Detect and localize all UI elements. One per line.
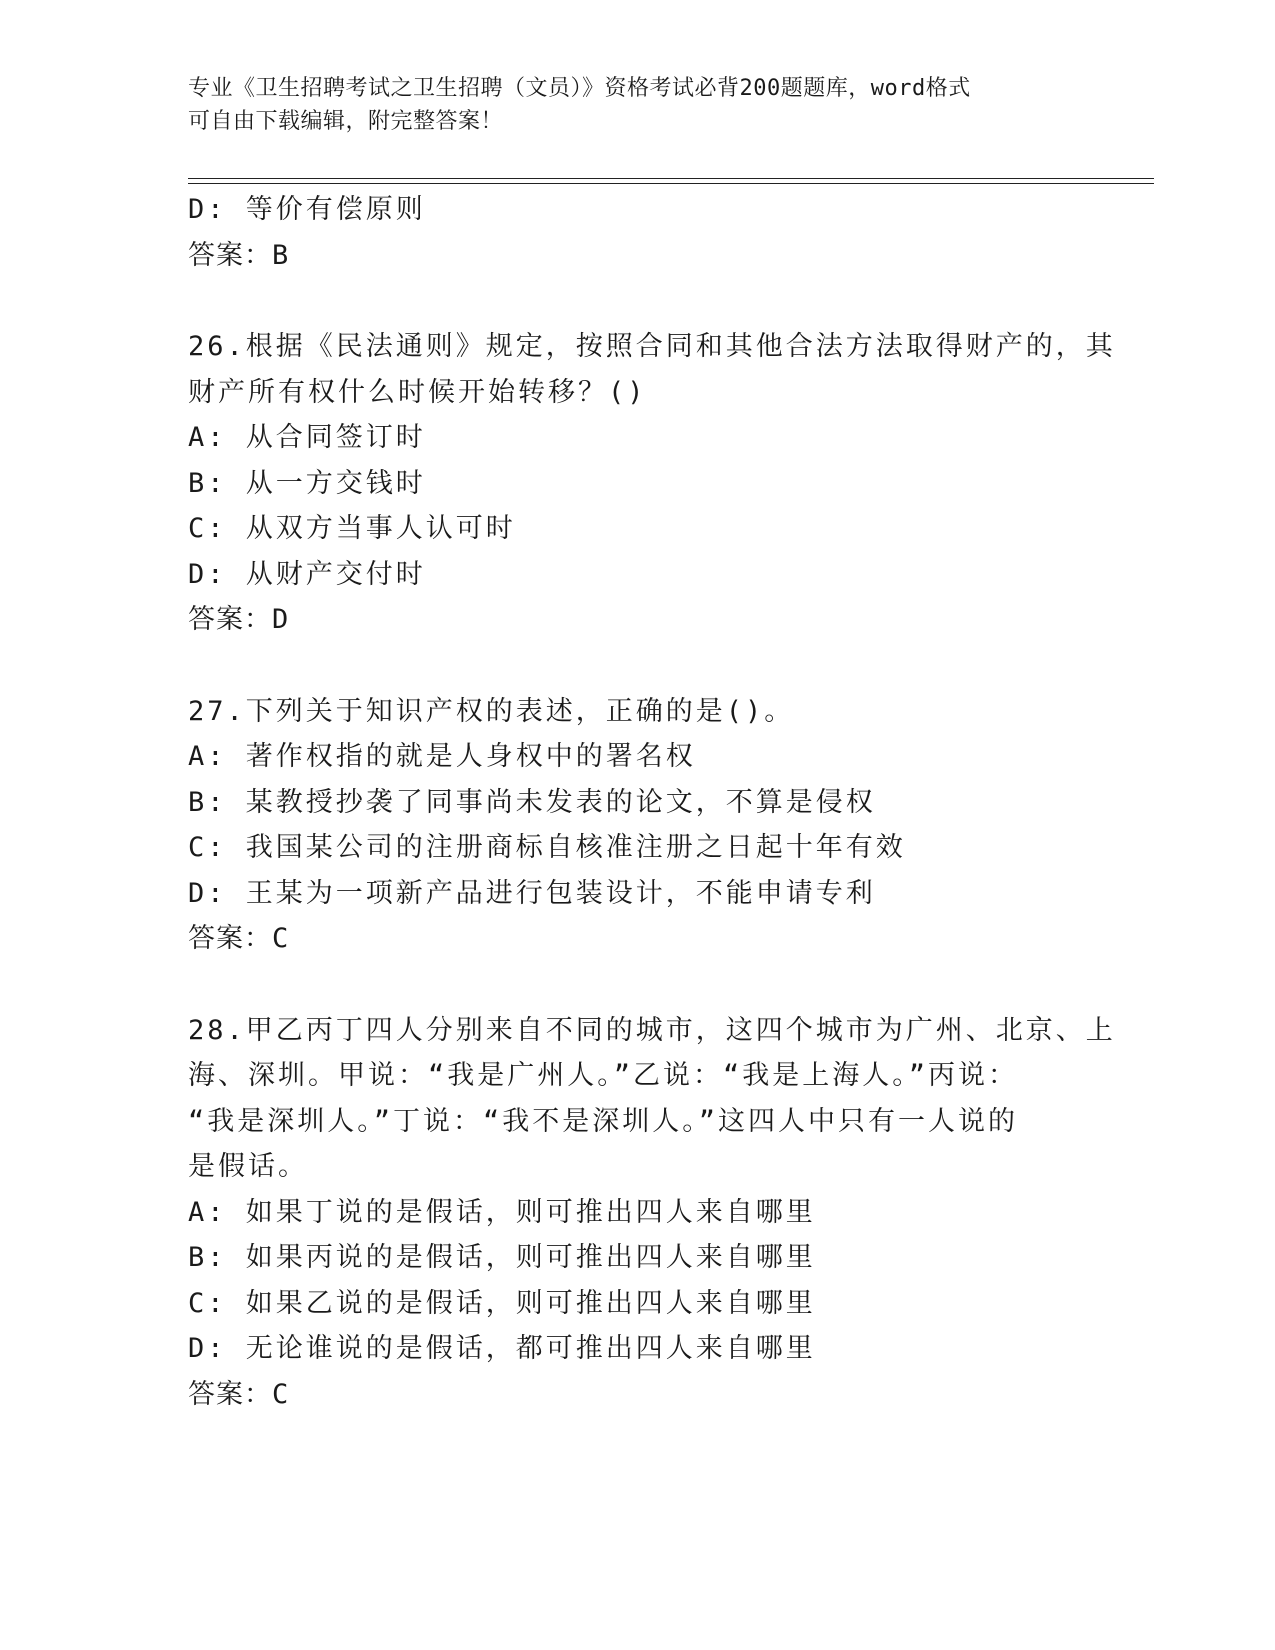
option-d: D: 从财产交付时: [188, 558, 426, 590]
answer: 答案：B: [188, 239, 290, 271]
question-26: [188, 324, 1116, 643]
option-b: B: 某教授抄袭了同事尚未发表的论文，不算是侵权: [188, 786, 876, 818]
question-stem-line: 是假话。: [188, 1151, 308, 1182]
document-header: [188, 72, 1068, 138]
question-28: [188, 1008, 1116, 1418]
document-body: [188, 187, 1116, 1417]
question-stem-line: 28.甲乙丙丁四人分别来自不同的城市，这四个城市为广州、北京、上: [188, 1014, 1116, 1046]
header-rule-bottom: [188, 183, 1154, 184]
header-line-1: 专业《卫生招聘考试之卫生招聘（文员）》资格考试必背200题题库，word格式: [188, 76, 971, 101]
answer: 答案：C: [188, 923, 290, 954]
answer: 答案：C: [188, 1378, 290, 1410]
option-b: B: 从一方交钱时: [188, 467, 426, 499]
option-c: C: 如果乙说的是假话，则可推出四人来自哪里: [188, 1287, 816, 1319]
answer: 答案：D: [188, 604, 290, 635]
option-a: A: 从合同签订时: [188, 422, 426, 453]
option-d: D: 等价有偿原则: [188, 194, 426, 225]
option-a: A: 著作权指的就是人身权中的署名权: [188, 741, 696, 772]
option-c: C: 从双方当事人认可时: [188, 513, 516, 544]
option-d: D: 王某为一项新产品进行包装设计，不能申请专利: [188, 877, 876, 909]
option-b: B: 如果丙说的是假话，则可推出四人来自哪里: [188, 1242, 816, 1273]
header-line-2: 可自由下载编辑，附完整答案！: [188, 109, 504, 134]
option-a: A: 如果丁说的是假话，则可推出四人来自哪里: [188, 1196, 816, 1228]
option-c: C: 我国某公司的注册商标自核准注册之日起十年有效: [188, 832, 906, 863]
question-stem-line: 财产所有权什么时候开始转移？(): [188, 376, 647, 408]
question-27: [188, 689, 1088, 962]
question-stem-line: 27.下列关于知识产权的表述，正确的是()。: [188, 695, 795, 727]
header-rule-top: [188, 178, 1154, 179]
question-stem-line: 海、深圳。甲说：“我是广州人。”乙说：“我是上海人。”丙说：: [188, 1060, 1019, 1091]
option-d: D: 无论谁说的是假话，都可推出四人来自哪里: [188, 1333, 816, 1364]
question-stem-line: “我是深圳人。”丁说：“我不是深圳人。”这四人中只有一人说的: [188, 1105, 1019, 1137]
question-stem-line: 26.根据《民法通则》规定，按照合同和其他合法方法取得财产的，其: [188, 331, 1116, 362]
